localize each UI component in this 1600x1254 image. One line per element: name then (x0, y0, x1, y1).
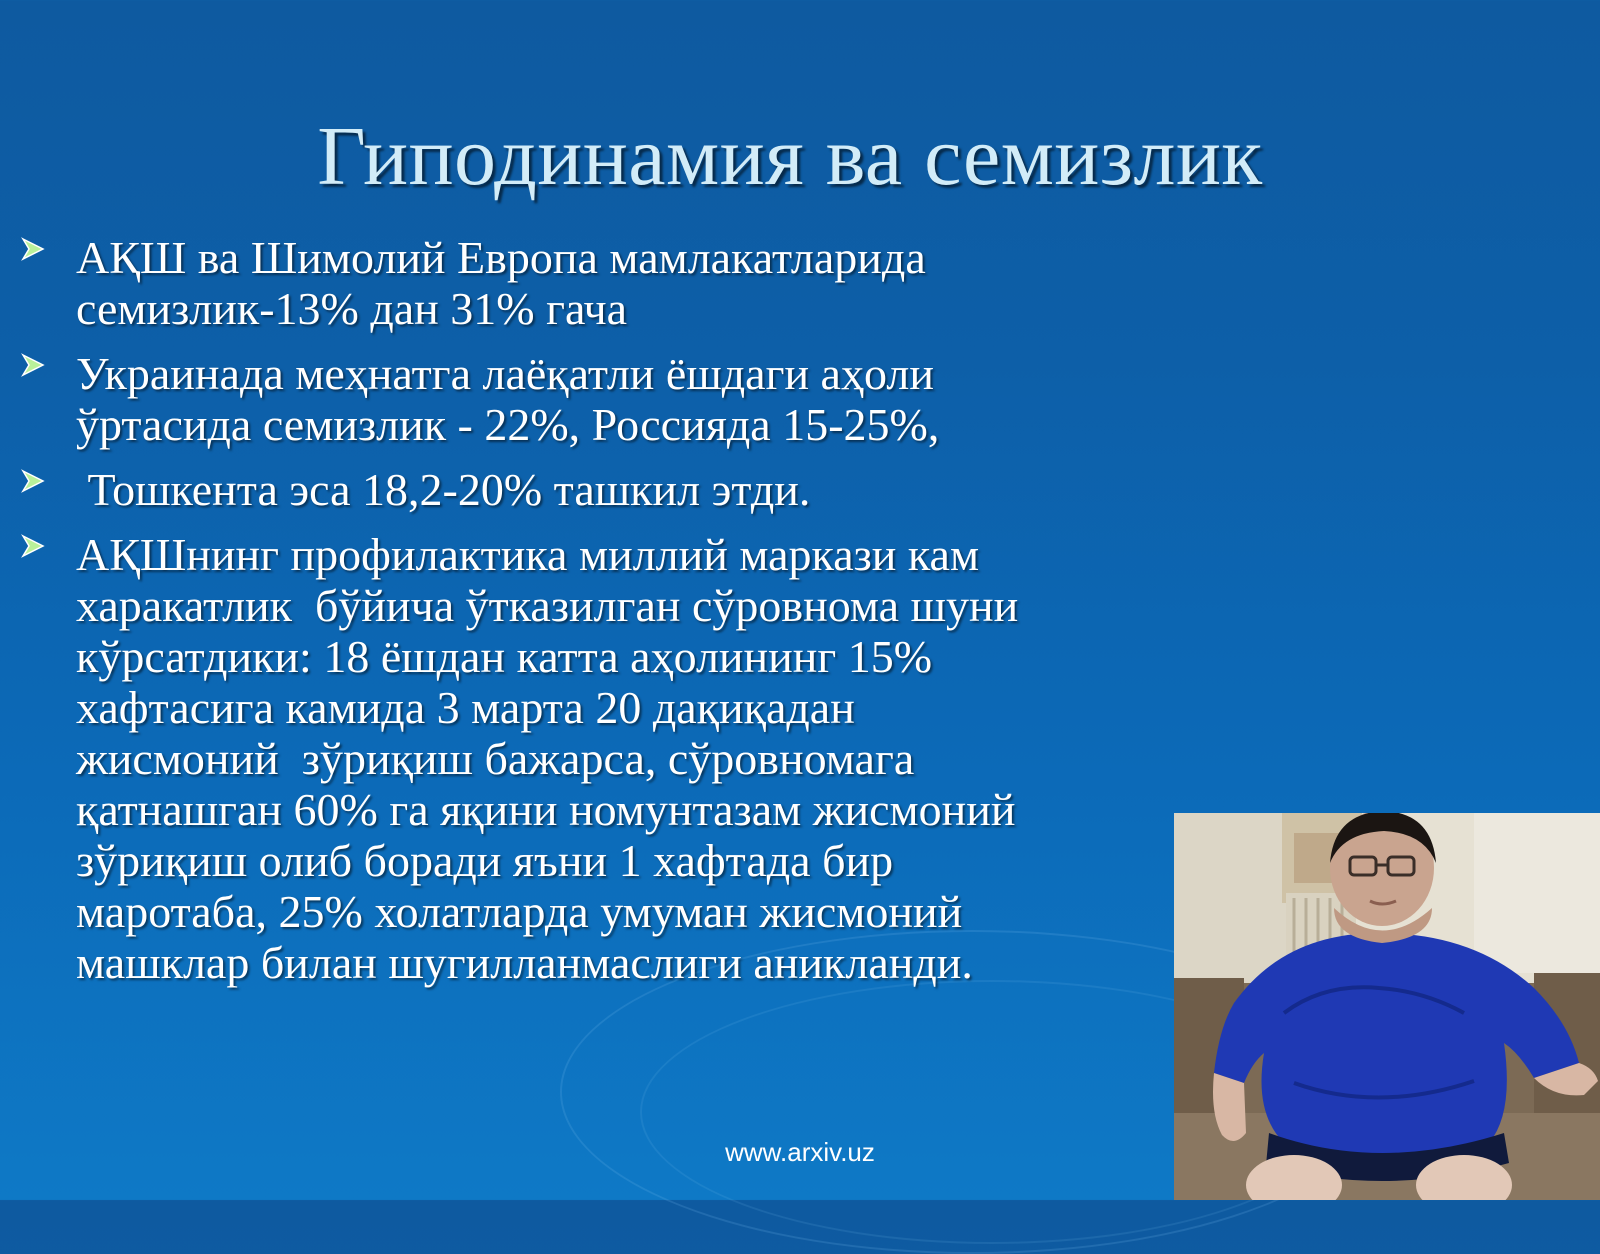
arrowhead-bullet-icon (20, 236, 46, 262)
bullet-line: Тошкента эса 18,2-20% ташкил этди. (76, 464, 811, 515)
arrowhead-bullet-icon (20, 533, 46, 559)
bullet-item (0, 464, 1180, 515)
bullet-item (0, 232, 1180, 334)
bullet-line: машклар билан шугилланмаслиги аникланди. (76, 937, 973, 988)
bullet-line: Украинада меҳнатга лаёқатли ёшдаги аҳоли (76, 348, 934, 399)
bullet-list (0, 232, 1180, 1002)
bullet-line: маротаба, 25% холатларда умуман жисмоний (76, 886, 963, 937)
arrowhead-bullet-icon (20, 352, 46, 378)
bullet-item (0, 529, 1180, 988)
bullet-line: зўриқиш олиб боради яъни 1 хафтада бир (76, 835, 894, 886)
bullet-line: кўрсатдики: 18 ёшдан катта аҳолининг 15% (76, 631, 933, 682)
bullet-line: жисмоний зўриқиш бажарса, сўровномага (76, 733, 915, 784)
bullet-line: қатнашган 60% га яқини номунтазам жисмоний (76, 784, 1016, 835)
website-url: www.arxiv.uz (725, 1137, 875, 1167)
bullet-line: харакатлик бўйича ўтказилган сўровнома шуни (76, 580, 1019, 631)
bullet-line: АҚШнинг профилактика миллий маркази кам (76, 529, 980, 580)
arrowhead-bullet-icon (20, 468, 46, 494)
bullet-item (0, 348, 1180, 450)
bullet-line: семизлик-13% дан 31% гача (76, 283, 628, 334)
slide-title: Гиподинамия ва семизлик (317, 110, 1263, 203)
bullet-line: ўртасида семизлик - 22%, Россияда 15-25%, (76, 399, 940, 450)
bullet-line: АҚШ ва Шимолий Европа мамлакатларида (76, 232, 926, 283)
bullet-line: хафтасига камида 3 марта 20 дақиқадан (76, 682, 855, 733)
